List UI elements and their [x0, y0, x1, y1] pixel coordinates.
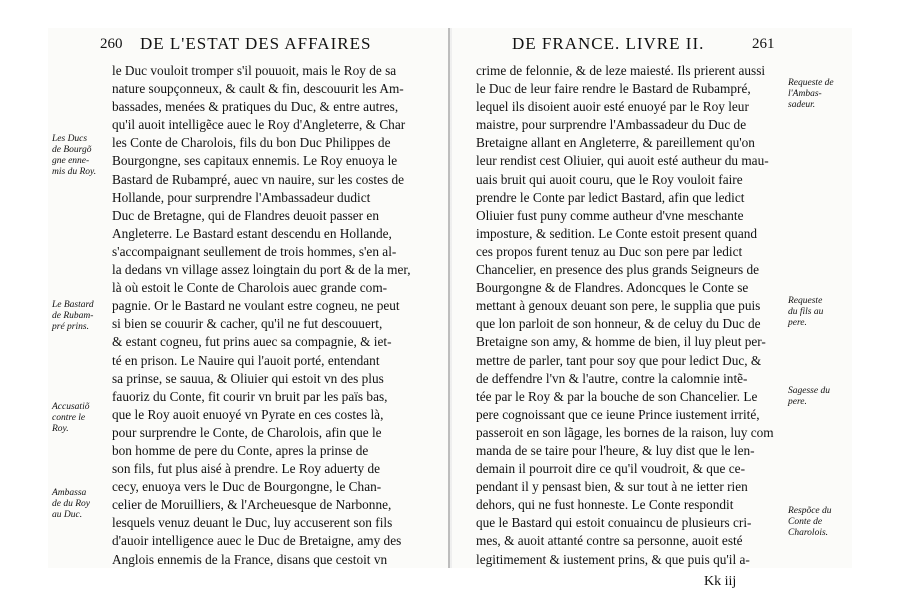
margin-note-line: sadeur. — [788, 100, 816, 110]
margin-note — [788, 506, 832, 539]
margin-note-line: Charolois. — [788, 528, 829, 538]
text-line: s'accompaignant seullement de trois hommes, s'en al- — [112, 243, 397, 259]
margin-note-line: contre le — [52, 413, 86, 423]
text-line: prendre le Conte par ledict Bastard, afin que ledict — [476, 189, 745, 205]
margin-note — [788, 78, 834, 111]
text-line: crime de felonnie, & de leze maiesté. Ils prierent aussi — [476, 63, 766, 78]
running-head-left: DE L'ESTAT DES AFFAIRES — [140, 34, 372, 53]
margin-note — [788, 296, 823, 329]
text-line: imposture, & sedition. Le Conte estoit present quand — [476, 225, 758, 241]
margin-note — [52, 488, 90, 521]
page-number-right: 261 — [752, 36, 775, 52]
text-line: pendant il y pensast bien, & sur tout à ne ietter rien — [476, 479, 748, 495]
text-line: pour surprendre le Conte, de Charolois, afin que le — [112, 424, 382, 440]
text-line: passeroit en son lãgage, les bornes de la raison, luy com — [476, 424, 774, 440]
text-line: cecy, enuoya vers le Duc de Bourgongne, le Chan- — [112, 479, 382, 495]
text-line: dehors, qui ne fust honneste. Le Conte respondit — [476, 497, 734, 513]
text-line: mettre de parler, tant pour soy que pour ledict Duc, & — [476, 352, 762, 368]
margin-note-line: Les Ducs — [52, 134, 88, 144]
margin-note-line: pere. — [788, 397, 807, 407]
margin-note-line: de Bourgõ — [52, 145, 92, 155]
text-line: Bretaigne allant en Angleterre, & pareillement qu'on — [476, 135, 755, 151]
text-line: Duc de Bretagne, qui de Flandres deuoit passer en — [112, 207, 379, 223]
text-line: que le Bastard qui estoit conuaincu de plusieurs cri- — [476, 515, 752, 531]
text-line: la dedans vn village assez loingtain du port & de la mer, — [112, 262, 411, 278]
margin-note — [52, 402, 89, 435]
text-line: demain il pourroit dire ce qu'il voudroit, & que ce- — [476, 461, 745, 477]
margin-note-line: gne enne- — [52, 156, 90, 166]
margin-note-line: au Duc. — [52, 510, 83, 520]
text-line: les Conte de Charolois, fils du bon Duc Philippes de — [112, 135, 391, 151]
text-line: lesquels venuz deuant le Duc, luy accuserent son fils — [112, 515, 393, 531]
margin-note-line: pré prins. — [52, 322, 89, 332]
text-line: Bastard de Rubampré, auec vn nauire, sur les costes de — [112, 171, 405, 187]
text-line: d'auoir intelligence auec le Duc de Bretaigne, amy des — [112, 533, 402, 549]
margin-note-line: Ambassa — [52, 488, 87, 498]
text-line: de deffendre l'vn & l'autre, contre la calomnie intẽ- — [476, 370, 748, 386]
margin-note-line: Accusatiõ — [52, 402, 90, 412]
text-line: le Duc vouloit tromper s'il pouuoit, mais le Roy de sa — [112, 63, 397, 78]
text-line: là où estoit le Conte de Charolois auec grande com- — [112, 280, 388, 296]
text-line: maistre, pour surprendre l'Ambassadeur du Duc de — [476, 117, 747, 133]
margin-note-line: mis du Roy. — [52, 167, 97, 177]
page-number-left: 260 — [100, 36, 123, 52]
text-line: manda de se taire pour l'heure, & luy dist que le len- — [476, 442, 755, 458]
margin-note-line: de du Roy — [52, 499, 90, 509]
margin-note — [788, 386, 830, 408]
text-line: celier de Moruilliers, & l'Archeuesque de Narbonne, — [112, 497, 392, 513]
margin-note-line: Sagesse du — [788, 386, 830, 396]
text-line: uais bruit qui auoit couru, que le Roy vouloit faire — [476, 171, 743, 187]
margin-note-line: Conte de — [788, 517, 823, 527]
text-line: Angleterre. Le Bastard estant descendu en Hollande, — [112, 225, 392, 241]
text-line: tée par le Roy & par la bouche de son Chancelier. Le — [476, 388, 758, 404]
text-line: té en prison. Le Nauire qui l'auoit porté, entendant — [112, 352, 380, 368]
text-line: Anglois ennemis de la France, disans que cestoit vn — [112, 551, 388, 567]
margin-note-line: Respõce du — [788, 506, 832, 516]
margin-note — [52, 300, 94, 333]
running-head-right: DE FRANCE. LIVRE II. — [512, 34, 705, 53]
margin-note-line: l'Ambas- — [788, 89, 822, 99]
text-line: mettant à genoux deuant son pere, le supplia que puis — [476, 298, 761, 314]
margin-note-line: de Rubam- — [52, 311, 94, 321]
signature-mark: Kk iij — [704, 574, 737, 589]
margin-note-line: Le Bastard — [52, 300, 94, 310]
text-line: sa prinse, se sauua, & Oliuier qui estoit vn des plus — [112, 370, 384, 386]
text-line: que le Roy auoit enuoyé vn Pyrate en ces costes là, — [112, 406, 384, 422]
text-line: leur rendist cest Oliuier, qui auoit esté autheur du mau- — [476, 153, 769, 169]
text-line: pere cognoissant que ce ieune Prince iustement irrité, — [476, 406, 760, 422]
right-body-text — [476, 62, 774, 569]
text-line: lequel ils disoient auoir esté enuoyé par le Roy leur — [476, 99, 749, 115]
text-line: Bretaigne son amy, & homme de bien, il luy pleut per- — [476, 334, 766, 350]
left-body-text — [112, 62, 411, 569]
margin-note — [52, 134, 96, 178]
text-line: nature soupçonneux, & cault & fin, descouurit les Am- — [112, 81, 404, 97]
text-line: qu'il auoit intelligẽce auec le Roy d'Angleterre, & Char — [112, 117, 406, 133]
text-line: Bourgongne, ses capitaux ennemis. Le Roy enuoya le — [112, 153, 398, 169]
text-line: Chancelier, en presence des plus grands Seigneurs de — [476, 262, 760, 278]
margin-note-line: Requeste de — [788, 78, 834, 88]
text-line: Bourgongne & de Flandres. Adoncques le Conte se — [476, 280, 749, 296]
margin-note-line: Roy. — [52, 424, 69, 434]
text-line: bon homme de pere du Conte, apres la prinse de — [112, 442, 369, 458]
margin-note-line: pere. — [788, 318, 807, 328]
text-line: si bien se couurir & cacher, qu'il ne fut descouuert, — [112, 316, 383, 332]
text-line: & estant cogneu, fut prins auec sa compagnie, & iet- — [112, 334, 392, 350]
margin-note-line: Requeste — [788, 296, 823, 306]
text-line: fauoriz du Conte, fit courir vn bruit par les païs bas, — [112, 388, 388, 404]
left-page — [48, 28, 450, 568]
text-line: Oliuier fust puny comme autheur d'vne meschante — [476, 207, 744, 223]
text-line: que lon parloit de son honneur, & de celuy du Duc de — [476, 316, 761, 332]
margin-note-line: du fils au — [788, 307, 824, 317]
text-line: le Duc de leur faire rendre le Bastard de Rubampré, — [476, 81, 751, 97]
text-line: mes, & auoit attanté contre sa personne, auoit esté — [476, 533, 743, 549]
right-page — [452, 28, 852, 589]
text-line: pagnie. Or le Bastard ne voulant estre cogneu, ne peut — [112, 298, 400, 314]
text-line: son fils, fut plus aisé à prendre. Le Roy aduerty de — [112, 461, 381, 477]
text-line: Hollande, pour surprendre l'Ambassadeur dudict — [112, 189, 371, 205]
text-line: bassades, menées & pratiques du Duc, & entre autres, — [112, 99, 399, 115]
text-line: legitimement & iustement prins, & que puis qu'il a- — [476, 551, 750, 567]
text-line: ces propos furent tenuz au Duc son pere par ledict — [476, 243, 743, 259]
